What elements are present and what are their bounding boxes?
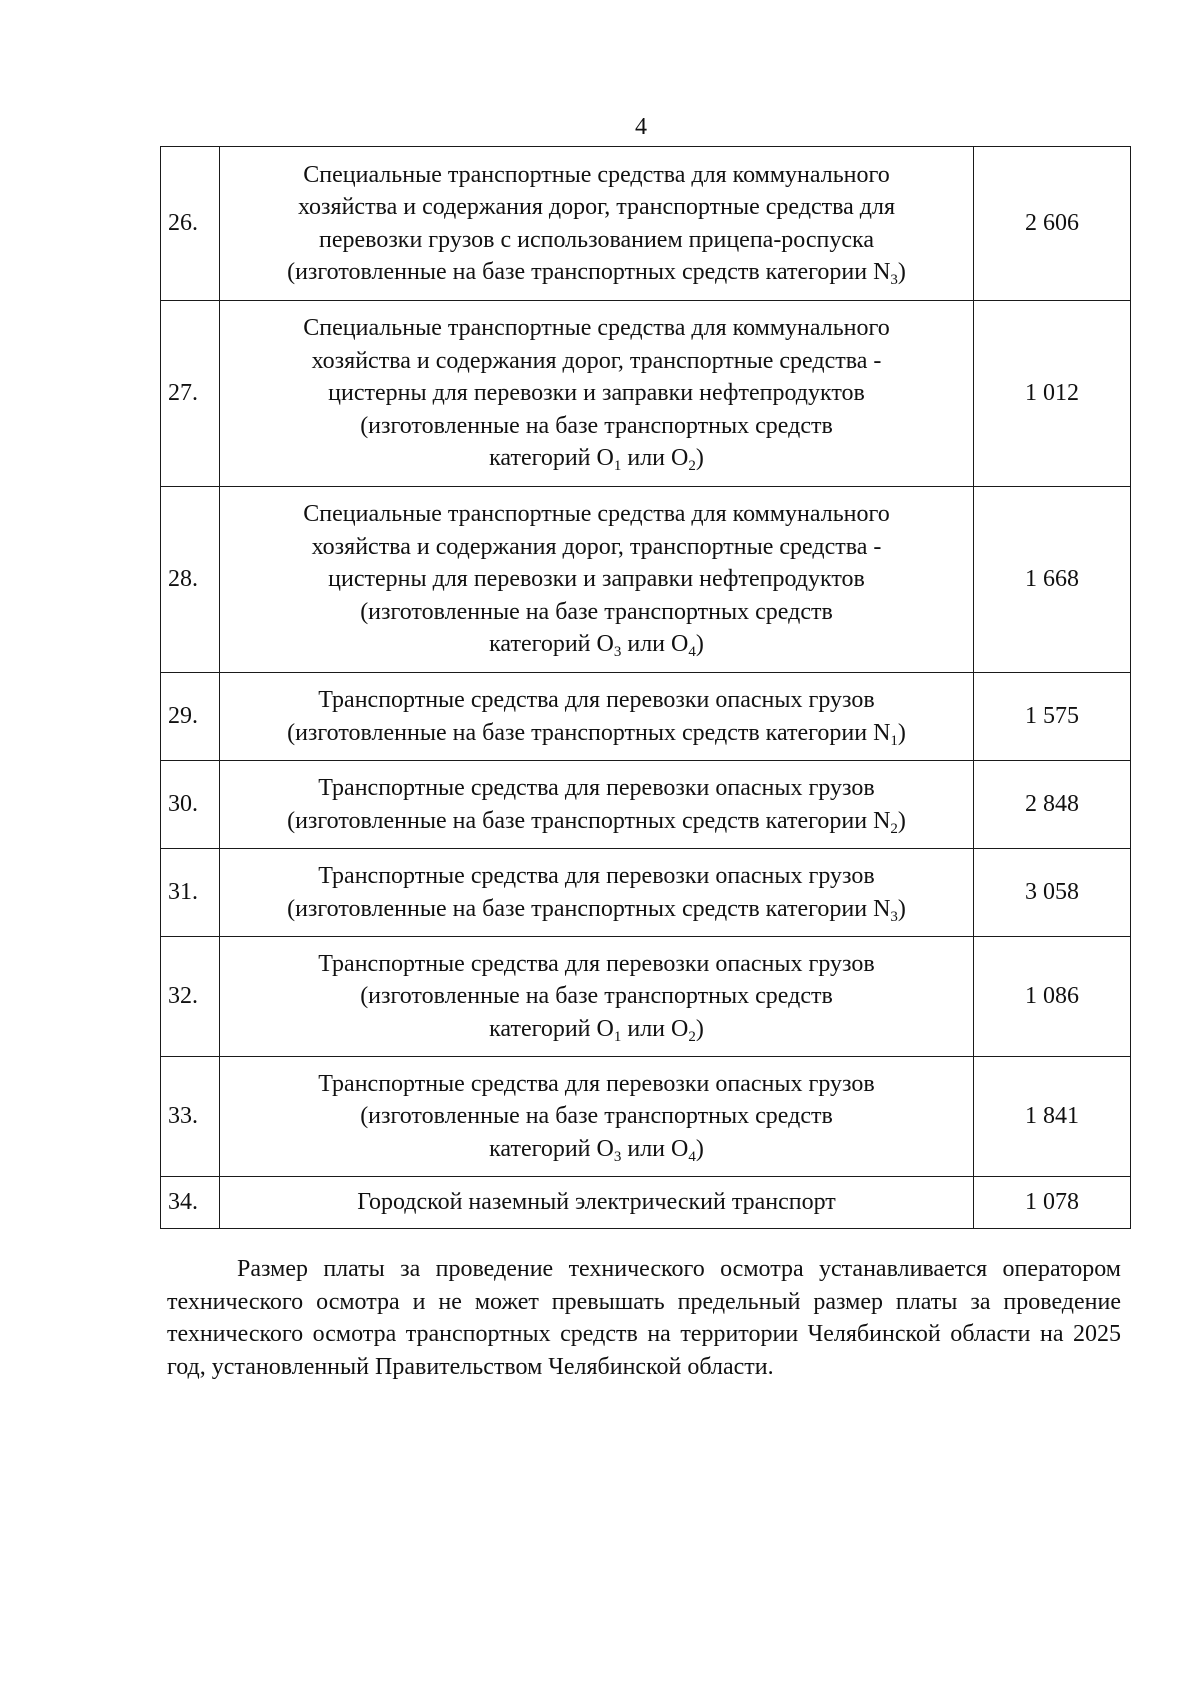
table-row bbox=[161, 487, 1131, 673]
text-run: (изготовленные на базе транспортных средств категории N bbox=[287, 719, 891, 746]
subscript-index: 3 bbox=[613, 644, 622, 661]
subscript-index: 1 bbox=[613, 1028, 622, 1045]
description-line bbox=[220, 498, 973, 531]
vehicle-category bbox=[220, 673, 974, 761]
text-run: перевозки грузов с использованием прицепа-роспуска bbox=[319, 226, 874, 253]
text-run: категорий O bbox=[489, 1135, 614, 1162]
text-run: Транспортные средства для перевозки опасных грузов bbox=[318, 863, 875, 889]
text-run: ) bbox=[695, 445, 704, 472]
text-run: ) bbox=[695, 1135, 704, 1162]
fee-value: 1 078 bbox=[974, 1177, 1131, 1229]
description-line bbox=[220, 1133, 973, 1166]
subscript-index: 1 bbox=[890, 732, 898, 749]
row-number: 32. bbox=[161, 937, 220, 1057]
subscript-index: 3 bbox=[890, 908, 898, 925]
subscript-index: 4 bbox=[688, 1148, 696, 1165]
table-row bbox=[161, 761, 1131, 849]
description-line bbox=[220, 1013, 973, 1046]
text-run: (изготовленные на базе транспортных средств категории N bbox=[287, 259, 891, 285]
description-line bbox=[220, 596, 973, 629]
subscript-index: 2 bbox=[688, 1028, 696, 1045]
text-run: (изготовленные на базе транспортных средств категории N bbox=[287, 895, 891, 922]
page-number: 4 bbox=[635, 114, 647, 140]
subscript-index: 4 bbox=[688, 644, 696, 661]
text-run: ) bbox=[897, 719, 906, 746]
description-line bbox=[220, 256, 973, 289]
text-run: Специальные транспортные средства для коммунального bbox=[303, 161, 890, 188]
text-run: или O bbox=[621, 1135, 689, 1162]
table-row bbox=[161, 1177, 1131, 1229]
table-row bbox=[161, 301, 1131, 487]
text-run: хозяйства и содержания дорог, транспортные средства - bbox=[311, 347, 882, 374]
table-row bbox=[161, 849, 1131, 937]
text-run: (изготовленные на базе транспортных средств bbox=[360, 1103, 833, 1130]
vehicle-category bbox=[220, 761, 974, 849]
text-run: (изготовленные на базе транспортных средств bbox=[360, 598, 833, 625]
text-run: Транспортные средства для перевозки опасных грузов bbox=[318, 950, 875, 977]
subscript-index: 3 bbox=[890, 272, 898, 288]
description-line bbox=[220, 410, 973, 443]
text-run: Транспортные средства для перевозки опасных грузов bbox=[318, 687, 875, 713]
text-run: Специальные транспортные средства для коммунального bbox=[303, 315, 890, 342]
row-number: 29. bbox=[161, 673, 220, 761]
text-run: или O bbox=[621, 1015, 689, 1042]
text-run: хозяйства и содержания дорог, транспортные средства - bbox=[311, 533, 882, 560]
subscript-index: 2 bbox=[688, 458, 696, 475]
table-row bbox=[161, 673, 1131, 761]
vehicle-category bbox=[220, 301, 974, 487]
description-line bbox=[220, 1186, 973, 1219]
description-line bbox=[220, 684, 973, 717]
table-row bbox=[161, 147, 1131, 301]
description-line bbox=[220, 628, 973, 661]
description-line bbox=[220, 442, 973, 475]
row-number: 34. bbox=[161, 1177, 220, 1229]
text-run: Транспортные средства для перевозки опасных грузов bbox=[318, 1070, 875, 1097]
row-number: 33. bbox=[161, 1057, 220, 1177]
vehicle-category bbox=[220, 1177, 974, 1229]
row-number: 28. bbox=[161, 487, 220, 673]
text-run: Городской наземный электрический транспорт bbox=[357, 1189, 836, 1216]
description-line bbox=[220, 345, 973, 378]
vehicle-category bbox=[220, 849, 974, 937]
fee-value: 2 848 bbox=[974, 761, 1131, 849]
description-line bbox=[220, 312, 973, 345]
fee-note bbox=[167, 1253, 1121, 1383]
description-line bbox=[220, 980, 973, 1013]
text-run: категорий O bbox=[489, 1015, 614, 1042]
description-line bbox=[220, 860, 973, 893]
text-run: цистерны для перевозки и заправки нефтепродуктов bbox=[328, 566, 865, 593]
text-run: ) bbox=[695, 631, 704, 658]
text-run: категорий O bbox=[489, 445, 614, 472]
row-number: 26. bbox=[161, 147, 220, 301]
fee-value: 2 606 bbox=[974, 147, 1131, 301]
row-number: 31. bbox=[161, 849, 220, 937]
text-run: или O bbox=[621, 631, 689, 658]
description-line bbox=[220, 531, 973, 564]
table-row bbox=[161, 937, 1131, 1057]
vehicle-category bbox=[220, 147, 974, 301]
fee-value: 3 058 bbox=[974, 849, 1131, 937]
description-line bbox=[220, 191, 973, 224]
subscript-index: 3 bbox=[613, 1148, 622, 1165]
description-line bbox=[220, 893, 973, 926]
fee-value: 1 668 bbox=[974, 487, 1131, 673]
description-line bbox=[220, 805, 973, 838]
text-run: ) bbox=[897, 259, 906, 285]
description-line bbox=[220, 717, 973, 750]
description-line bbox=[220, 377, 973, 410]
text-run: (изготовленные на базе транспортных средств bbox=[360, 412, 833, 439]
fee-value: 1 575 bbox=[974, 673, 1131, 761]
vehicle-category bbox=[220, 487, 974, 673]
text-run: Транспортные средства для перевозки опасных грузов bbox=[318, 775, 875, 801]
fee-value: 1 086 bbox=[974, 937, 1131, 1057]
vehicle-category bbox=[220, 1057, 974, 1177]
vehicle-category bbox=[220, 937, 974, 1057]
fee-value: 1 841 bbox=[974, 1057, 1131, 1177]
subscript-index: 1 bbox=[613, 458, 622, 475]
fee-value: 1 012 bbox=[974, 301, 1131, 487]
text-run: Специальные транспортные средства для коммунального bbox=[303, 501, 890, 528]
text-run: (изготовленные на базе транспортных средств bbox=[360, 983, 833, 1010]
text-run: ) bbox=[897, 807, 906, 834]
description-line bbox=[220, 1068, 973, 1101]
description-line bbox=[220, 1100, 973, 1133]
description-line bbox=[220, 563, 973, 596]
description-line bbox=[220, 224, 973, 257]
row-number: 30. bbox=[161, 761, 220, 849]
text-run: цистерны для перевозки и заправки нефтепродуктов bbox=[328, 380, 865, 407]
row-number: 27. bbox=[161, 301, 220, 487]
text-run: ) bbox=[897, 895, 906, 922]
text-run: (изготовленные на базе транспортных средств категории N bbox=[287, 807, 891, 834]
description-line bbox=[220, 159, 973, 192]
fee-note-paragraph: Размер платы за проведение технического осмотра устанавливается оператором технического осмотра и не может превышать предельный размер платы за проведение технического осмотра транспортных средств на территории Челябинской области на 2025 год, установленный Правительством Челябинской области. bbox=[167, 1256, 1121, 1380]
text-run: хозяйства и содержания дорог, транспортные средства для bbox=[297, 194, 896, 220]
description-line bbox=[220, 772, 973, 805]
description-line bbox=[220, 948, 973, 981]
text-run: или O bbox=[621, 445, 689, 472]
fee-table bbox=[160, 146, 1131, 1229]
text-run: категорий O bbox=[489, 631, 614, 658]
subscript-index: 2 bbox=[890, 820, 898, 837]
text-run: ) bbox=[695, 1015, 704, 1042]
table-row bbox=[161, 1057, 1131, 1177]
